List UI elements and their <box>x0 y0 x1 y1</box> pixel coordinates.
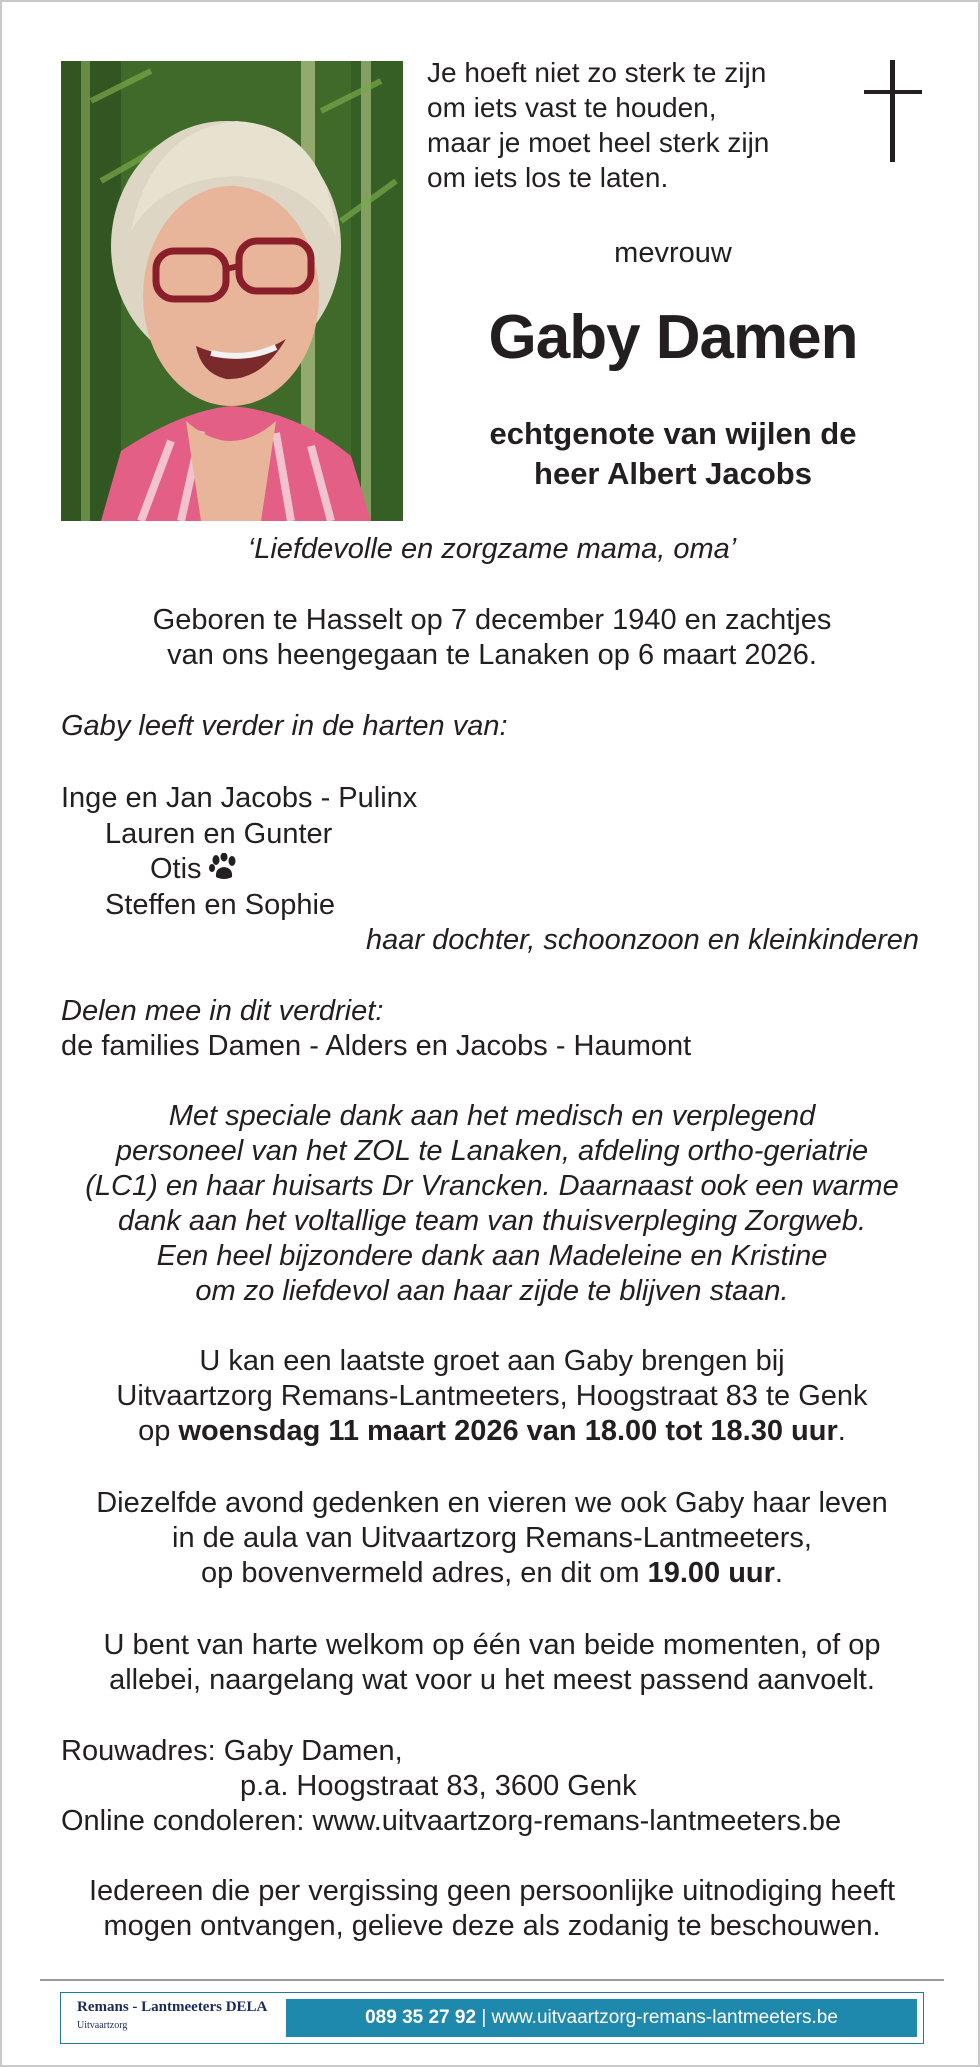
portrait-photo <box>61 61 403 521</box>
farewell-post: . <box>837 1415 846 1447</box>
contact-bar <box>286 1999 917 2037</box>
cross-icon <box>864 60 922 162</box>
paw-icon <box>208 853 238 881</box>
website-link[interactable]: www.uitvaartzorg-remans-lantmeeters.be <box>491 2007 838 2028</box>
lives-on-heading: Gaby leeft verder in de harten van: <box>61 710 508 742</box>
birth-line-1: Geboren te Hasselt op 7 december 1940 en zachtjes <box>152 604 832 636</box>
spouse-line-1: echtgenote van wijlen de <box>489 416 857 451</box>
tagline: ‘Liefdevolle en zorgzame mama, oma’ <box>247 533 737 565</box>
thanks-line: Met speciale dank aan het medisch en verplegend <box>168 1100 816 1132</box>
thanks-line: personeel van het ZOL te Lanaken, afdeling ortho-geriatrie <box>115 1135 869 1167</box>
thanks-line: om zo liefdevol aan haar zijde te blijven staan. <box>195 1275 789 1307</box>
family-line-4: Steffen en Sophie <box>105 889 336 921</box>
evening-post: . <box>774 1557 783 1589</box>
separator: | <box>476 2007 492 2028</box>
poem-line: om iets los te laten. <box>427 162 669 193</box>
evening-line-3 <box>42 1556 942 1591</box>
sharing-heading: Delen mee in dit verdriet: <box>61 995 384 1027</box>
family-line-3 <box>150 852 238 887</box>
farewell-pre: op <box>138 1415 179 1447</box>
family-line-3-text: Otis <box>150 853 202 885</box>
thanks-line: (LC1) en haar huisarts Dr Vrancken. Daarnaast ook een warme <box>85 1170 899 1202</box>
evening-time: 19.00 uur <box>647 1557 775 1589</box>
invitation-line: Iedereen die per vergissing geen persoonlijke uitnodiging heeft <box>88 1875 896 1907</box>
funeral-home-footer <box>60 1992 924 2044</box>
family-relation: haar dochter, schoonzoon en kleinkinderen <box>366 924 919 956</box>
birth-line-2: van ons heengegaan te Lanaken op 6 maart 2026. <box>167 639 817 671</box>
family-line-1: Inge en Jan Jacobs - Pulinx <box>61 782 418 814</box>
farewell-line-3 <box>42 1414 942 1449</box>
evening-text <box>42 1486 942 1591</box>
farewell-text <box>42 1344 942 1449</box>
spouse-line-2: heer Albert Jacobs <box>534 456 812 491</box>
evening-pre: op bovenvermeld adres, en dit om <box>201 1557 648 1589</box>
thanks-line: dank aan het voltallige team van thuisverpleging Zorgweb. <box>117 1205 866 1237</box>
sharing-families: de families Damen - Alders en Jacobs - Haumont <box>61 1030 692 1062</box>
phone-number[interactable]: 089 35 27 92 <box>365 2007 477 2028</box>
farewell-time: woensdag 11 maart 2026 van 18.00 tot 18.30 uur <box>178 1415 838 1447</box>
poem-line: Je hoeft niet zo sterk te zijn <box>427 57 767 88</box>
welcome-line: U bent van harte welkom op één van beide momenten, of op <box>103 1629 881 1661</box>
poem-line: om iets vast te houden, <box>427 92 717 123</box>
farewell-line-2: Uitvaartzorg Remans-Lantmeeters, Hoogstraat 83 te Genk <box>116 1380 868 1412</box>
farewell-line-1: U kan een laatste groet aan Gaby brengen bij <box>199 1345 785 1377</box>
birth-text <box>42 603 942 673</box>
evening-line-2: in de aula van Uitvaartzorg Remans-Lantmeeters, <box>172 1522 812 1554</box>
online-condolence: Online condoleren: www.uitvaartzorg-remans-lantmeeters.be <box>61 1805 842 1837</box>
deceased-name: Gaby Damen <box>488 303 858 372</box>
welcome-text <box>42 1628 942 1698</box>
funeral-home-logo: Remans - Lantmeeters DELA <box>77 1999 268 2015</box>
spouse-line <box>427 414 919 494</box>
address-line-1: Rouwadres: Gaby Damen, <box>61 1735 403 1767</box>
footer-divider <box>40 1979 944 1981</box>
funeral-home-logo-sub: Uitvaartzorg <box>77 2020 128 2031</box>
welcome-line: allebei, naargelang wat voor u het meest passend aanvoelt. <box>109 1664 875 1696</box>
address-line-2: p.a. Hoogstraat 83, 3600 Genk <box>240 1770 637 1802</box>
invitation-text <box>42 1874 942 1944</box>
salutation: mevrouw <box>614 237 732 269</box>
family-line-2: Lauren en Gunter <box>105 818 333 850</box>
evening-line-1: Diezelfde avond gedenken en vieren we ook Gaby haar leven <box>96 1487 888 1519</box>
thanks-text <box>42 1099 942 1309</box>
thanks-line: Een heel bijzondere dank aan Madeleine en Kristine <box>156 1240 828 1272</box>
invitation-line: mogen ontvangen, gelieve deze als zodanig te beschouwen. <box>103 1910 881 1942</box>
poem <box>427 55 827 195</box>
poem-line: maar je moet heel sterk zijn <box>427 127 770 158</box>
